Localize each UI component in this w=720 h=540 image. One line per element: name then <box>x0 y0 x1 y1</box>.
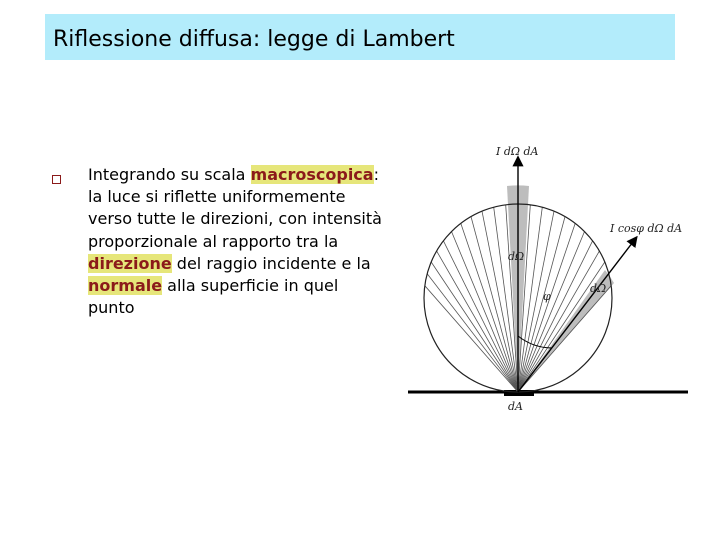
label-domega-right: dΩ <box>590 282 607 295</box>
label-top: I dΩ dA <box>496 145 539 158</box>
body-text-4: alla superficie in quel punto <box>88 276 339 318</box>
body-text-1: Integrando su scala <box>88 165 251 184</box>
label-bottom: dA <box>508 400 523 413</box>
highlight-direzione: direzione <box>88 253 172 273</box>
body-text-2: : la luce si riflette uniformemente verso tutte le direzioni, con intensità proporzionale al rapporto tra la <box>88 165 382 251</box>
highlight-normale: normale <box>88 276 163 296</box>
oblique-arrow <box>518 238 636 392</box>
label-oblique: I cosφ dΩ dA <box>610 222 683 235</box>
title-bar <box>45 14 675 60</box>
label-domega-left: dΩ <box>508 250 525 263</box>
slide-title: Riflessione diffusa: legge di Lambert <box>53 27 455 52</box>
ray-line <box>518 232 585 393</box>
bullet-marker <box>52 175 61 184</box>
lambert-diagram <box>400 140 700 440</box>
ray-line <box>443 241 518 392</box>
body-paragraph <box>88 164 388 319</box>
body-text-3: del raggio incidente e la <box>171 253 371 273</box>
highlight-macroscopica: macroscopica <box>250 165 374 184</box>
label-phi: φ <box>543 290 551 303</box>
